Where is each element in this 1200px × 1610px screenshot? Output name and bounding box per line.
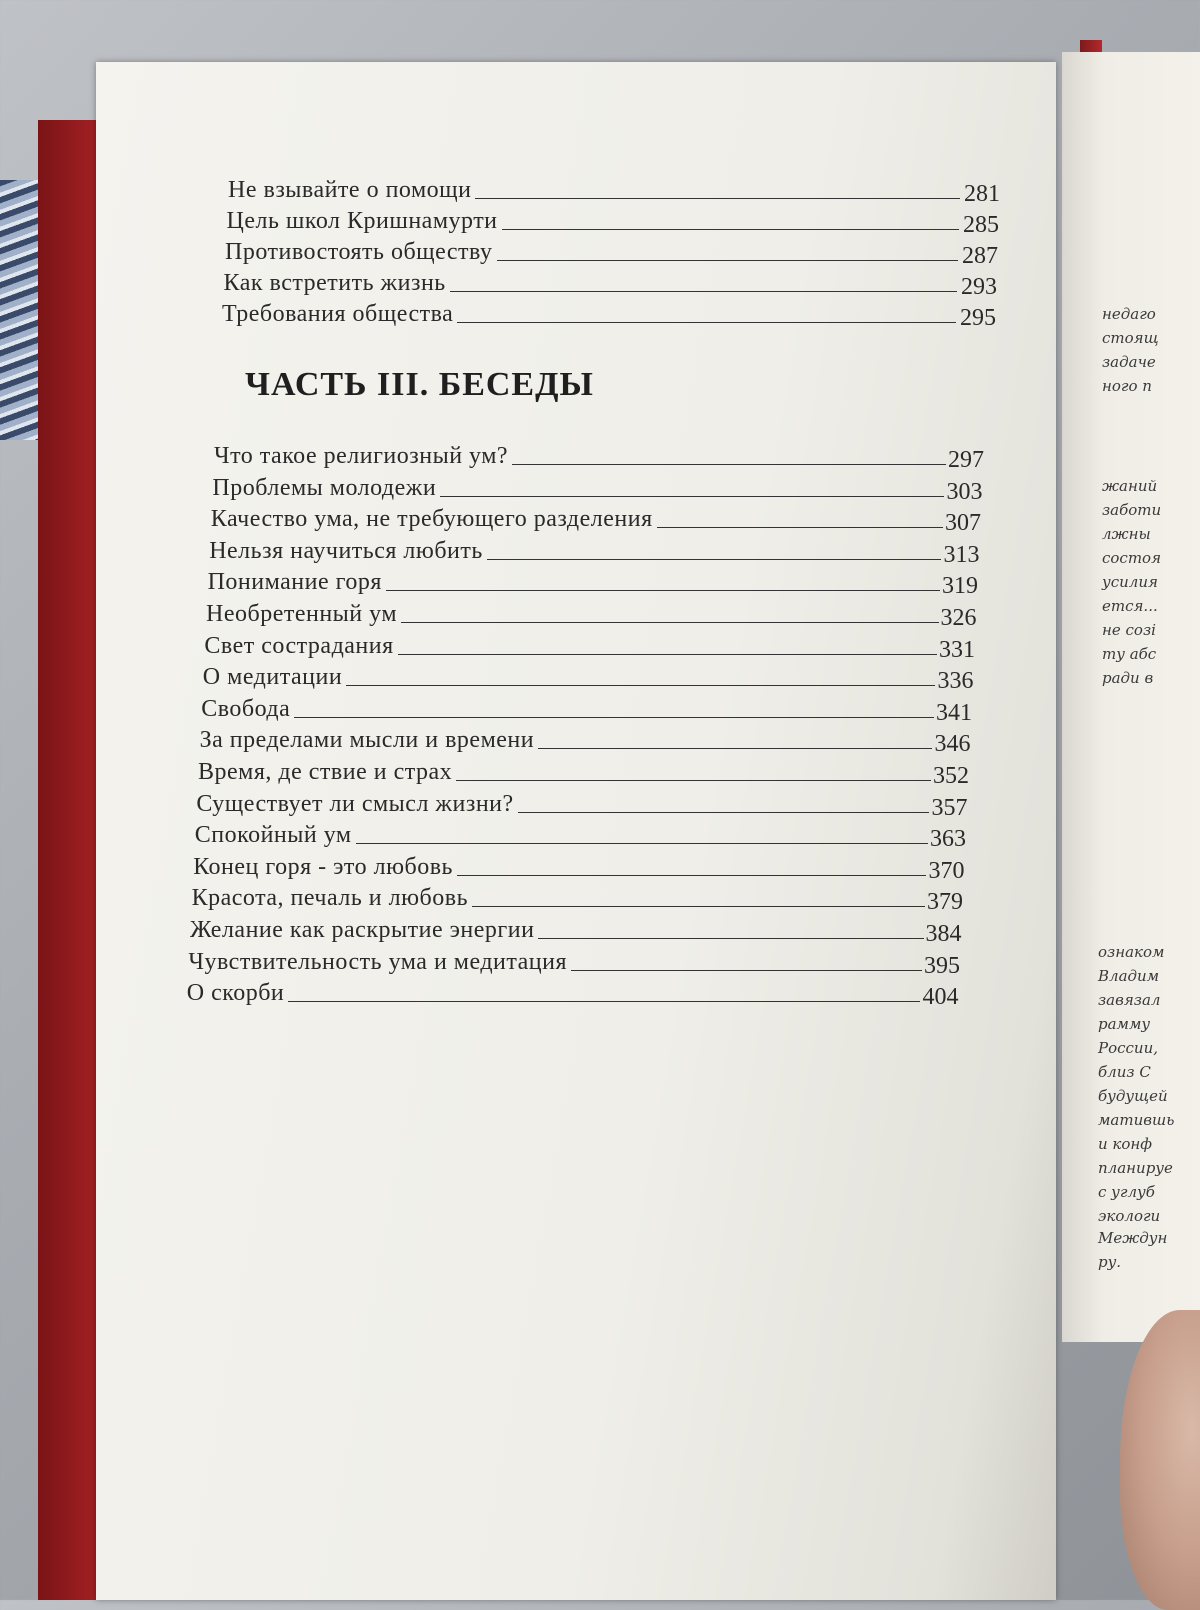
toc-entry-title: Понимание горя <box>207 569 382 596</box>
toc-entry-title: Необретенный ум <box>206 601 398 627</box>
toc-entry-page: 357 <box>931 794 968 821</box>
toc-entry-leader <box>571 970 922 971</box>
toc-entry-page: 346 <box>934 731 971 758</box>
right-page-fragment-1: недаго стоящ задаче ного п <box>1102 305 1159 395</box>
toc-entry-page: 281 <box>964 181 1000 207</box>
toc-entry-title: Качество ума, не требующего разделения <box>210 506 653 533</box>
toc-entry <box>193 851 988 883</box>
toc-entry-title: Как встретить жизнь <box>223 270 446 296</box>
toc-entry <box>208 566 1002 598</box>
toc-entry-leader <box>475 198 960 199</box>
toc-entry-title: Требования общества <box>222 301 454 327</box>
toc-entry <box>222 298 1020 330</box>
toc-entry-title: Что такое религиозный ум? <box>214 443 509 469</box>
part-heading: ЧАСТЬ III. БЕСЕДЫ <box>245 366 594 403</box>
toc-entry-page: 352 <box>933 763 969 789</box>
right-page-fragment-2: жаний заботи лжны состоя усилия ется... не созі ту абс ради в <box>1102 477 1162 687</box>
toc-entry <box>201 693 996 725</box>
toc-entry <box>214 440 1008 472</box>
toc-entry-page: 293 <box>961 274 997 300</box>
right-page-fragment-3: ознаком Владим завязал рамму России, близ С будущей матившь и конф планируе с углуб экологи <box>1098 943 1175 1225</box>
toc-entry-leader <box>346 685 935 686</box>
toc-entry <box>200 724 995 756</box>
toc-entry-leader <box>450 291 957 292</box>
toc-entry-title: Красота, печаль и любовь <box>191 885 469 912</box>
toc-entry-leader <box>401 622 938 623</box>
finger <box>1120 1310 1200 1610</box>
toc-entry-leader <box>518 812 930 813</box>
toc-entry-page: 395 <box>923 952 960 979</box>
toc-entry-title: Проблемы молодежи <box>212 474 437 501</box>
toc-entry <box>225 236 1022 268</box>
toc-entry-leader <box>512 464 946 465</box>
toc-entry-leader <box>502 229 959 230</box>
toc-entry-leader <box>356 843 928 844</box>
toc-entry-leader <box>457 322 956 323</box>
toc-entry-leader <box>538 938 923 939</box>
toc-entry-leader <box>497 260 958 261</box>
toc-entry-page: 287 <box>962 243 998 269</box>
toc-entry-page: 295 <box>960 305 996 331</box>
toc-entry-page: 297 <box>948 447 984 473</box>
toc-entry-leader <box>538 748 932 749</box>
toc-entry-leader <box>487 559 942 560</box>
background-fabric <box>0 180 40 440</box>
toc-entry-leader <box>386 590 940 591</box>
toc-entry-title: О медитации <box>202 664 343 691</box>
toc-entry-page: 384 <box>925 921 962 947</box>
toc-entry-title: Свет сострадания <box>204 632 394 659</box>
toc-entry-leader <box>657 527 943 528</box>
toc-entry <box>188 946 984 978</box>
toc-entry-title: Существует ли смысл жизни? <box>196 790 514 817</box>
toc-entry <box>198 756 993 788</box>
toc-entry-title: Не взывайте о помощи <box>228 177 472 203</box>
toc-entry-page: 379 <box>926 889 963 916</box>
toc-entry <box>196 788 991 820</box>
toc-entry-title: За пределами мысли и времени <box>199 727 535 754</box>
toc-entry-page: 319 <box>941 573 978 600</box>
toc-entry-title: Время, де ствие и страх <box>198 759 453 785</box>
toc-entry-page: 370 <box>928 857 965 884</box>
toc-entry <box>212 472 1006 504</box>
toc-entry-page: 307 <box>944 510 981 537</box>
toc-entry <box>195 819 990 851</box>
toc-entry-leader <box>472 906 925 907</box>
book-cover-left <box>38 120 98 1600</box>
toc-entry <box>204 630 999 662</box>
toc-entry-page: 326 <box>940 605 977 631</box>
toc-entry-page: 313 <box>943 541 980 568</box>
toc-entry-leader <box>288 1001 920 1002</box>
toc-entry-title: Свобода <box>201 695 291 722</box>
toc-entry-title: Конец горя - это любовь <box>193 853 453 880</box>
toc-entry-page: 336 <box>937 668 974 695</box>
toc-entry-title: Желание как раскрытие энергии <box>190 917 535 943</box>
toc-entry-title: О скорби <box>186 980 285 1007</box>
toc-entry <box>228 174 1024 206</box>
toc-entry <box>192 882 987 914</box>
toc-entry-leader <box>294 717 934 718</box>
toc-entry-page: 363 <box>929 826 966 853</box>
toc-entry <box>209 535 1003 567</box>
toc-entry-leader <box>456 780 931 781</box>
toc-entry-leader <box>440 496 944 497</box>
toc-entry-page: 404 <box>922 984 959 1011</box>
toc-entry-page: 303 <box>946 478 983 505</box>
toc-entry <box>187 977 983 1009</box>
toc-entry-page: 341 <box>935 699 972 726</box>
toc-entry-title: Нельзя научиться любить <box>209 537 483 564</box>
toc-entry-title: Чувствительность ума и медитация <box>188 948 568 975</box>
toc-entry-page: 285 <box>963 212 999 238</box>
toc-entry-title: Противостоять обществу <box>225 239 493 265</box>
toc-entry <box>190 914 986 946</box>
toc-entry <box>224 267 1022 299</box>
right-page-fragment-4: Междун ру. <box>1098 1229 1168 1271</box>
toc-entry-title: Цель школ Кришнамурти <box>226 208 498 234</box>
toc-entry-leader <box>457 875 927 876</box>
toc-entry-leader <box>398 654 937 655</box>
toc-entry <box>211 503 1005 535</box>
toc-page <box>96 62 1056 1600</box>
table-of-contents <box>96 62 1056 1600</box>
toc-entry <box>206 598 1001 630</box>
toc-entry <box>203 661 998 693</box>
right-page <box>1062 52 1200 1342</box>
toc-entry-title: Спокойный ум <box>194 822 352 849</box>
toc-entry-page: 331 <box>938 636 975 663</box>
toc-entry <box>227 205 1024 237</box>
